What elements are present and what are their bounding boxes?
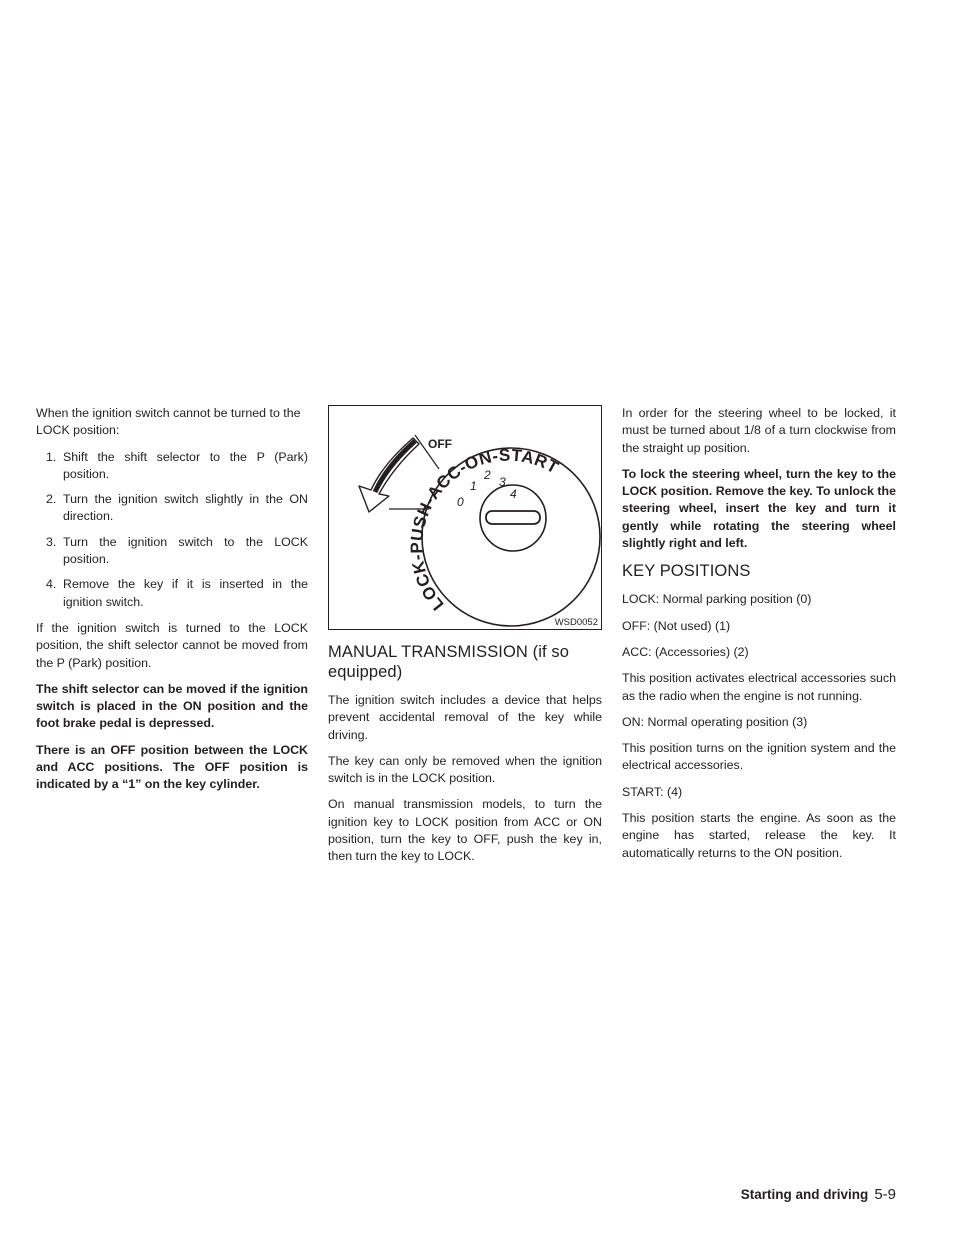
acc-position: ACC: (Accessories) (2) bbox=[622, 644, 749, 659]
key-cylinder-illustration bbox=[329, 406, 601, 629]
shift-lock-paragraph: If the ignition switch is turned to the LOCK position, the shift selector cannot be moved from the P (Park) position. bbox=[36, 620, 308, 670]
list-item bbox=[36, 449, 308, 484]
manual-paragraph-2: The key can only be removed when the ignition switch is in the LOCK position. bbox=[328, 753, 602, 786]
list-item bbox=[36, 491, 308, 526]
step-text: Remove the key if it is inserted in the ignition switch. bbox=[63, 577, 308, 609]
section-title: Starting and driving bbox=[740, 1187, 869, 1202]
position-number: 0 bbox=[457, 495, 464, 509]
step-text: Turn the ignition switch slightly in the ON direction. bbox=[63, 492, 308, 524]
start-position: START: (4) bbox=[622, 784, 683, 799]
step-number: 1. bbox=[46, 449, 57, 464]
key-slot bbox=[486, 511, 540, 524]
bold-note-shift: The shift selector can be moved if the ignition switch is placed in the ON position and the foot brake pedal is depressed. bbox=[36, 681, 308, 731]
left-column bbox=[36, 405, 308, 803]
list-item bbox=[36, 534, 308, 569]
figure-code: WSD0052 bbox=[554, 617, 598, 628]
manual-transmission-heading: MANUAL TRANSMISSION (if so equipped) bbox=[328, 643, 569, 681]
off-label: OFF bbox=[428, 437, 452, 451]
step-number: 3. bbox=[46, 534, 57, 549]
page-number: 5-9 bbox=[874, 1186, 896, 1203]
step-number: 2. bbox=[46, 492, 57, 507]
manual-paragraph-3: On manual transmission models, to turn the ignition key to LOCK position from ACC or ON position, turn the key to OFF, push the key in, then turn the key to LOCK. bbox=[328, 797, 602, 864]
position-number: 1 bbox=[470, 479, 477, 493]
step-text: Shift the shift selector to the P (Park) position. bbox=[63, 449, 308, 481]
turn-direction-arrow-icon bbox=[359, 438, 419, 512]
lock-position: LOCK: Normal parking position (0) bbox=[622, 592, 812, 607]
steps-list bbox=[36, 449, 308, 611]
ring-lettering: LOCK-PUSH-ACC-ON-START bbox=[407, 445, 562, 614]
ignition-key-cylinder-figure bbox=[328, 405, 602, 630]
intro-paragraph: When the ignition switch cannot be turned to the LOCK position: bbox=[36, 406, 301, 438]
on-position: ON: Normal operating position (3) bbox=[622, 714, 808, 729]
key-positions-heading: KEY POSITIONS bbox=[622, 562, 751, 581]
on-description: This position turns on the ignition system and the electrical accessories. bbox=[622, 741, 896, 773]
steering-lock-paragraph: In order for the steering wheel to be locked, it must be turned about 1/8 of a turn clockwise from the straight up position. bbox=[622, 406, 896, 455]
position-number: 2 bbox=[484, 468, 491, 482]
acc-description: This position activates electrical accessories such as the radio when the engine is not running. bbox=[622, 671, 896, 703]
list-item bbox=[36, 576, 308, 611]
right-column bbox=[622, 405, 896, 871]
off-position: OFF: (Not used) (1) bbox=[622, 618, 731, 633]
bold-note-steering: To lock the steering wheel, turn the key to the LOCK position. Remove the key. To unlock the steering wheel, insert the key and turn it gently while rotating the steering wheel slightly right and left. bbox=[622, 466, 896, 551]
position-number: 4 bbox=[510, 487, 517, 501]
position-number: 3 bbox=[499, 475, 506, 489]
middle-column bbox=[328, 405, 602, 875]
bold-note-off-position: There is an OFF position between the LOCK and ACC positions. The OFF position is indicated by a “1” on the key cylinder. bbox=[36, 742, 308, 792]
start-description: This position starts the engine. As soon as the engine has started, release the key. It automatically returns to the ON position. bbox=[622, 811, 896, 860]
step-number: 4. bbox=[46, 577, 57, 592]
step-text: Turn the ignition switch to the LOCK position. bbox=[63, 534, 308, 567]
manual-paragraph-1: The ignition switch includes a device that helps prevent accidental removal of the key while driving. bbox=[328, 693, 602, 742]
page-footer bbox=[668, 1185, 896, 1203]
